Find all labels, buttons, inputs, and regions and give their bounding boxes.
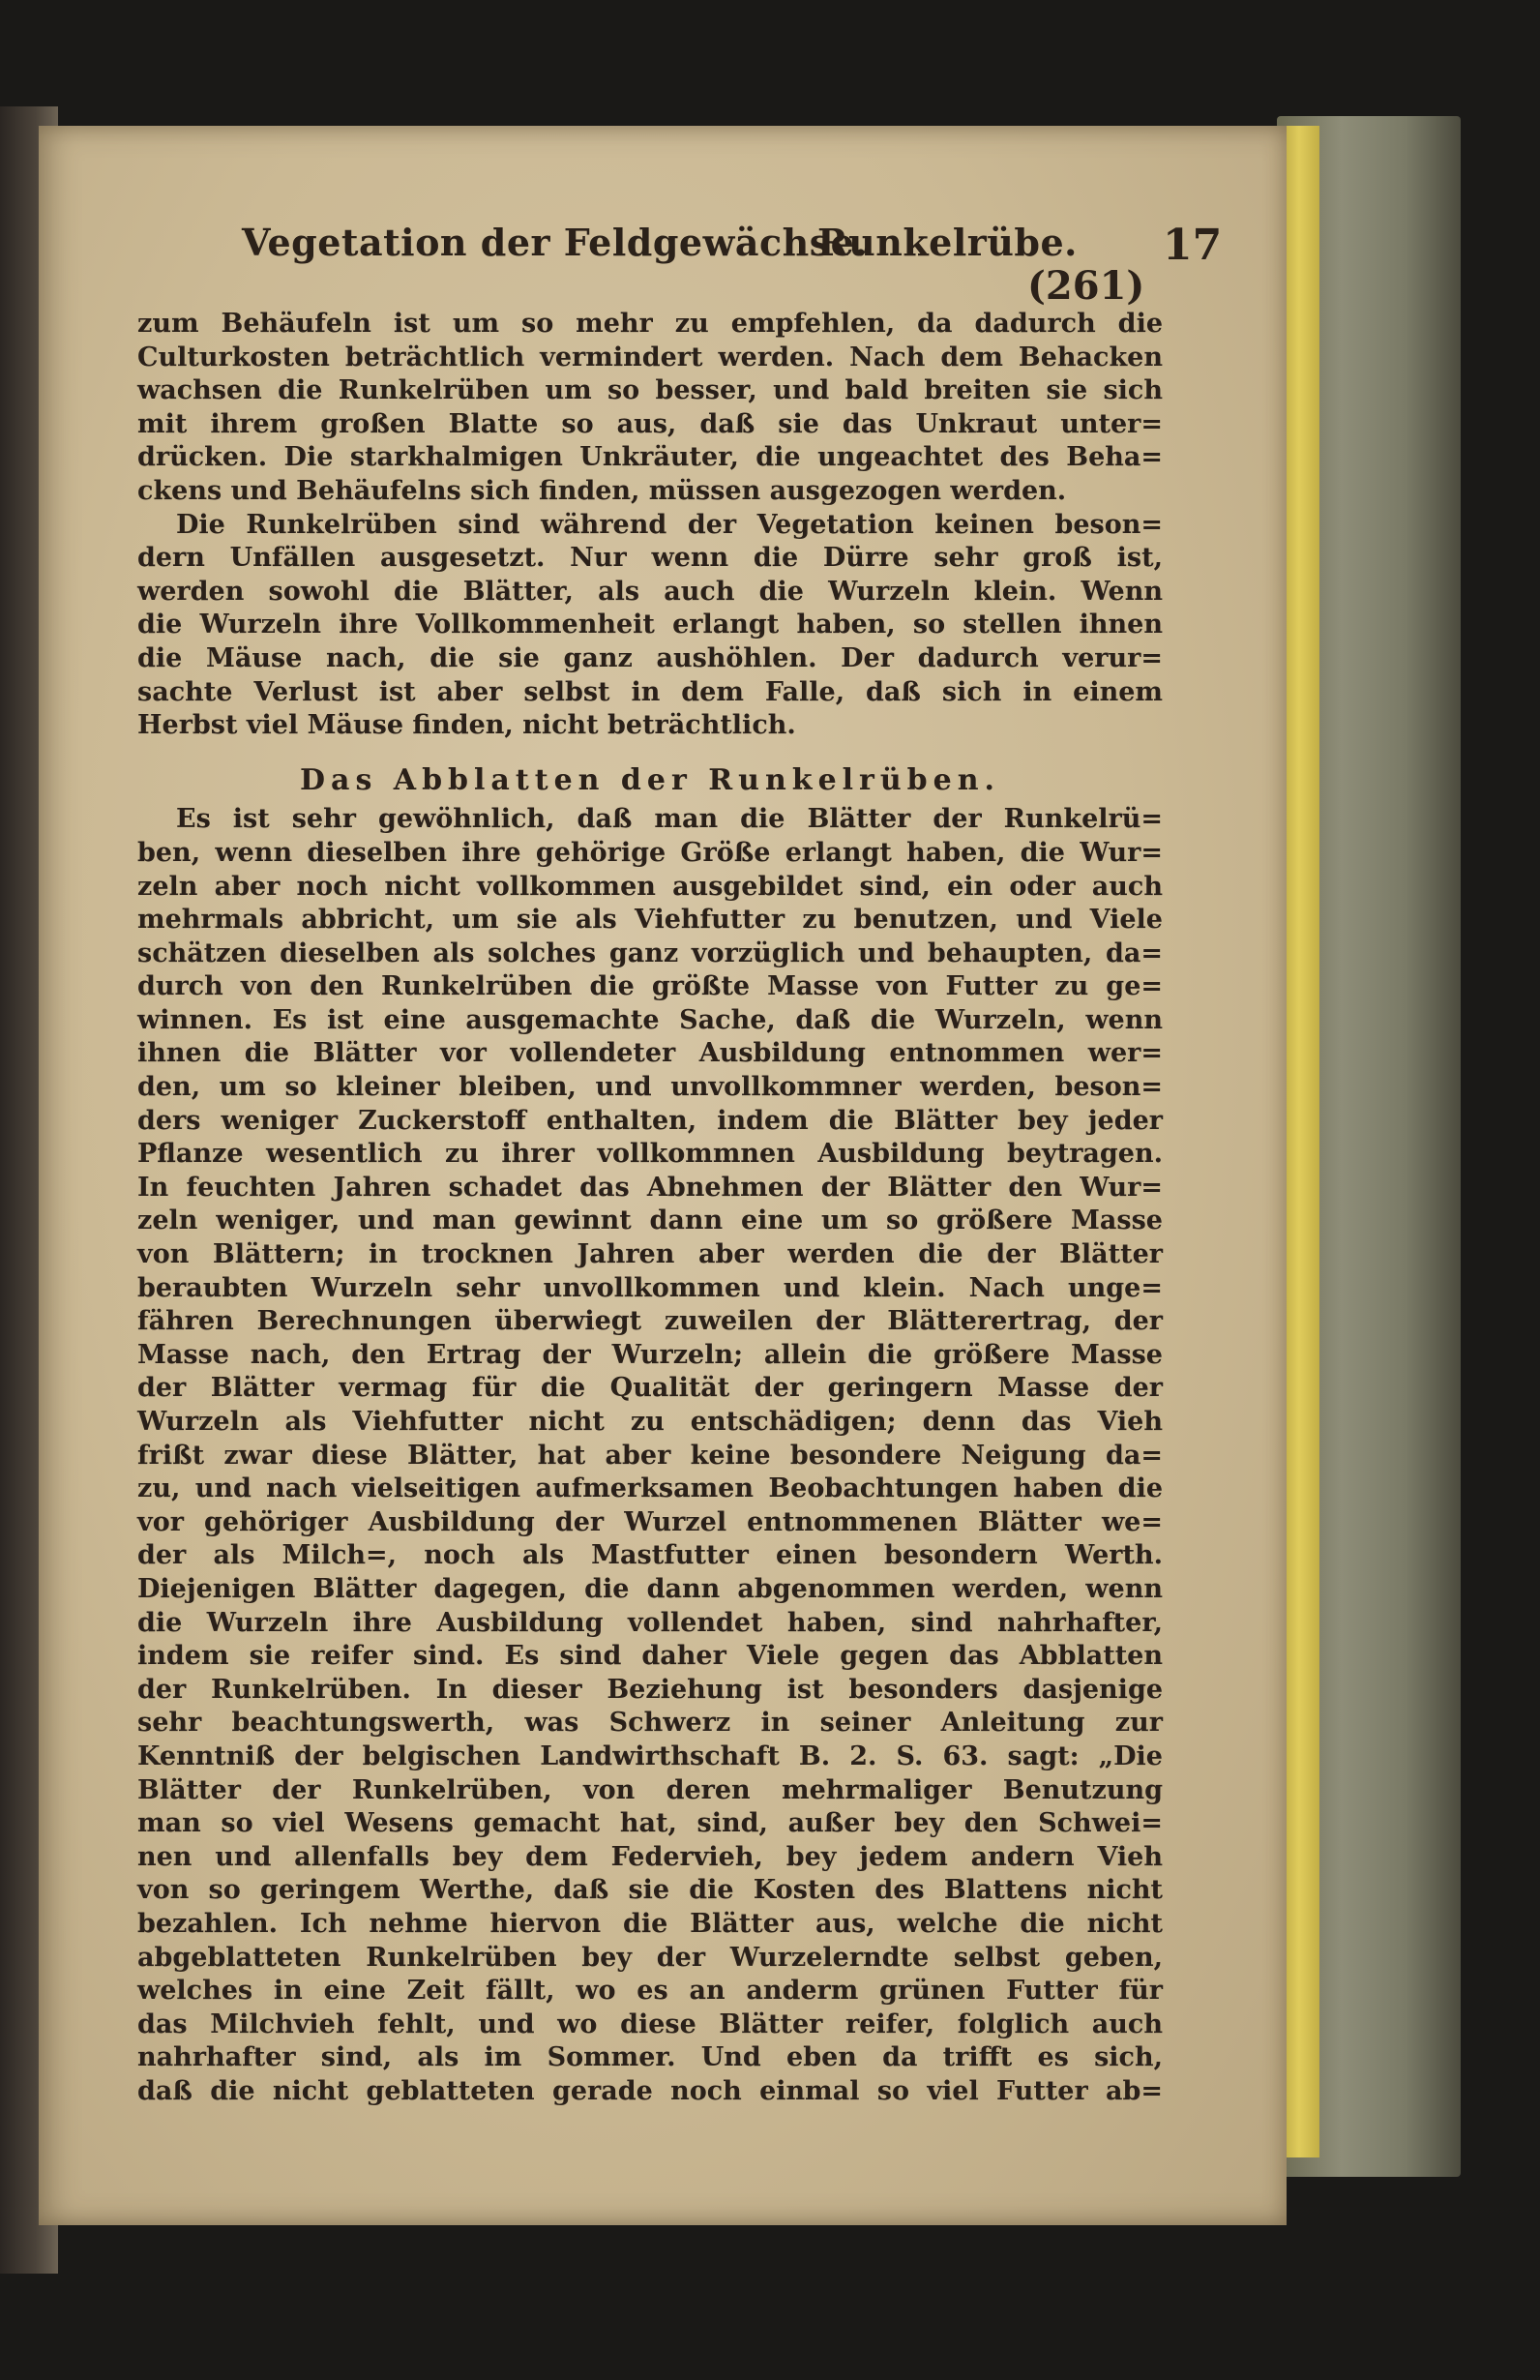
text-line: Masse nach, den Ertrag der Wurzeln; allein die größere Masse xyxy=(137,1339,1163,1370)
text-line: welches in eine Zeit fällt, wo es an anderm grünen Futter für xyxy=(137,1976,1163,2007)
text-line: beraubten Wurzeln sehr unvollkommen und klein. Nach unge= xyxy=(137,1272,1163,1303)
text-line: nahrhafter sind, als im Sommer. Und eben da trifft es sich, xyxy=(137,2042,1163,2073)
paragraph-2 xyxy=(137,509,1163,543)
text-line: zu, und nach vielseitigen aufmerksamen Beobachtungen haben die xyxy=(137,1473,1163,1504)
text-line: ckens und Behäufelns sich finden, müssen ausgezogen werden. xyxy=(137,475,1067,506)
text-line: der Runkelrüben. In dieser Beziehung ist besonders dasjenige xyxy=(137,1674,1163,1705)
text-line: die Wurzeln ihre Ausbildung vollendet haben, sind nahrhafter, xyxy=(137,1607,1163,1638)
text-line: die Wurzeln ihre Vollkommenheit erlangt haben, so stellen ihnen xyxy=(137,610,1163,640)
running-head-left: Vegetation der Feldgewächse. xyxy=(242,221,869,264)
text-line: wachsen die Runkelrüben um so besser, und bald breiten sie sich xyxy=(137,375,1163,406)
text-line: durch von den Runkelrüben die größte Masse von Futter zu ge= xyxy=(137,971,1163,1002)
text-line: mit ihrem großen Blatte so aus, daß sie das Unkraut unter= xyxy=(137,408,1163,439)
body-text xyxy=(137,308,1163,2108)
text-line: von Blättern; in trocknen Jahren aber werden die der Blätter xyxy=(137,1239,1163,1270)
paragraph-3-cont xyxy=(137,837,1163,2109)
text-line: Wurzeln als Viehfutter nicht zu entschädigen; denn das Vieh xyxy=(137,1407,1163,1437)
paragraph-2-cont xyxy=(137,542,1163,743)
running-head-right: Runkelrübe. xyxy=(817,221,1078,264)
text-line: der Blätter vermag für die Qualität der geringern Masse der xyxy=(137,1373,1163,1404)
text-line: man so viel Wesens gemacht hat, sind, außer bey den Schwei= xyxy=(137,1808,1163,1839)
text-line: die Mäuse nach, die sie ganz aushöhlen. Der dadurch verur= xyxy=(137,642,1163,673)
text-line: drücken. Die starkhalmigen Unkräuter, die ungeachtet des Beha= xyxy=(137,442,1163,473)
text-line: Es ist sehr gewöhnlich, daß man die Blätter der Runkelrü= xyxy=(176,804,1163,835)
text-line: Culturkosten beträchtlich vermindert werden. Nach dem Behacken xyxy=(137,342,1163,372)
text-line: dern Unfällen ausgesetzt. Nur wenn die Dürre sehr groß ist, xyxy=(137,543,1163,574)
text-line: sachte Verlust ist aber selbst in dem Falle, daß sich in einem xyxy=(137,676,1163,707)
text-line: indem sie reifer sind. Es sind daher Viele gegen das Abblatten xyxy=(137,1641,1163,1672)
text-line: Diejenigen Blätter dagegen, die dann abgenommen werden, wenn xyxy=(137,1573,1163,1604)
section-number: (261) xyxy=(1027,263,1145,309)
text-line: mehrmals abbricht, um sie als Viehfutter zu benutzen, und Viele xyxy=(137,905,1163,936)
text-line: frißt zwar diese Blätter, hat aber keine besondere Neigung da= xyxy=(137,1440,1163,1471)
paragraph-1 xyxy=(137,308,1163,509)
text-line: zeln weniger, und man gewinnt dann eine um so größere Masse xyxy=(137,1205,1163,1236)
text-line: abgeblatteten Runkelrüben bey der Wurzelerndte selbst geben, xyxy=(137,1942,1163,1973)
text-line: Die Runkelrüben sind während der Vegetation keinen beson= xyxy=(176,509,1163,540)
text-line: daß die nicht geblatteten gerade noch einmal so viel Futter ab= xyxy=(137,2075,1163,2106)
text-line: ben, wenn dieselben ihre gehörige Größe erlangt haben, die Wur= xyxy=(137,837,1163,868)
text-line: fähren Berechnungen überwiegt zuweilen der Blätterertrag, der xyxy=(137,1306,1163,1337)
text-line: der als Milch=, noch als Mastfutter einen besondern Werth. xyxy=(137,1540,1163,1571)
text-line: In feuchten Jahren schadet das Abnehmen der Blätter den Wur= xyxy=(137,1172,1163,1203)
text-line: Herbst viel Mäuse finden, nicht beträchtlich. xyxy=(137,710,796,741)
text-line: werden sowohl die Blätter, als auch die Wurzeln klein. Wenn xyxy=(137,576,1163,607)
text-line: vor gehöriger Ausbildung der Wurzel entnommenen Blätter we= xyxy=(137,1506,1163,1537)
text-line: zeln aber noch nicht vollkommen ausgebildet sind, ein oder auch xyxy=(137,871,1163,902)
text-line: Blätter der Runkelrüben, von deren mehrmaliger Benutzung xyxy=(137,1774,1163,1805)
text-line: ders weniger Zuckerstoff enthalten, indem die Blätter bey jeder xyxy=(137,1105,1163,1136)
text-line: das Milchvieh fehlt, und wo diese Blätter reifer, folglich auch xyxy=(137,2008,1163,2039)
text-line: von so geringem Werthe, daß sie die Kosten des Blattens nicht xyxy=(137,1875,1163,1906)
text-line: den, um so kleiner bleiben, und unvollkommner werden, beson= xyxy=(137,1072,1163,1103)
text-line: schätzen dieselben als solches ganz vorzüglich und behaupten, da= xyxy=(137,937,1163,968)
section-heading: Das Abblatten der Runkelrüben. xyxy=(300,762,1000,797)
text-line: sehr beachtungswerth, was Schwerz in seiner Anleitung zur xyxy=(137,1708,1163,1739)
paragraph-3 xyxy=(137,803,1163,837)
text-line: nen und allenfalls bey dem Federvieh, bey jedem andern Vieh xyxy=(137,1841,1163,1872)
text-line: winnen. Es ist eine ausgemachte Sache, daß die Wurzeln, wenn xyxy=(137,1004,1163,1035)
page-number: 17 xyxy=(1163,221,1223,270)
text-line: bezahlen. Ich nehme hiervon die Blätter aus, welche die nicht xyxy=(137,1908,1163,1939)
text-line: Pflanze wesentlich zu ihrer vollkommnen Ausbildung beytragen. xyxy=(137,1139,1163,1170)
text-line: ihnen die Blätter vor vollendeter Ausbildung entnommen wer= xyxy=(137,1038,1163,1069)
text-line: zum Behäufeln ist um so mehr zu empfehlen, da dadurch die xyxy=(137,309,1163,339)
text-line: Kenntniß der belgischen Landwirthschaft B. 2. S. 63. sagt: „Die xyxy=(137,1740,1163,1771)
